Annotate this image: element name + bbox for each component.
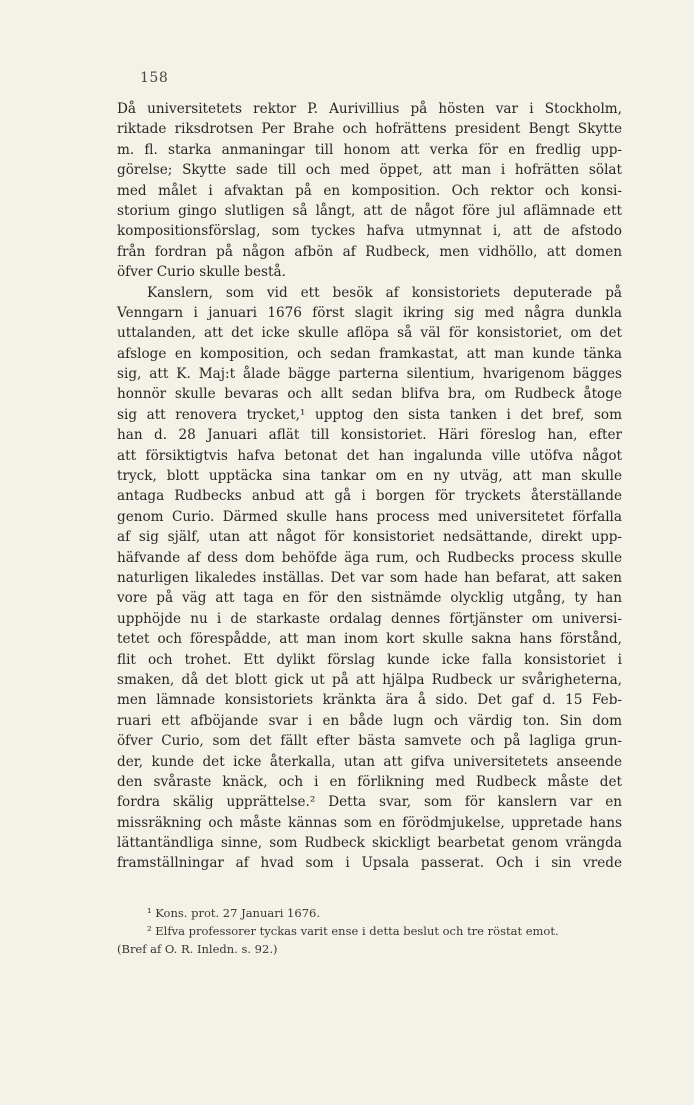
footnote-2-continuation: (Bref af O. R. Inledn. s. 92.) <box>117 942 278 956</box>
text-line: men lämnade konsistoriets kränkta ära å sido. Det gaf d. 15 Feb- <box>117 692 622 709</box>
body-text <box>117 99 622 874</box>
text-line: antaga Rudbecks anbud att gå i borgen för tryckets återställande <box>117 488 622 505</box>
text-line: öfver Curio, som det fällt efter bästa samvete och på lagliga grun- <box>117 733 622 750</box>
text-line: m. fl. starka anmaningar till honom att verka för en fredlig upp- <box>117 141 622 158</box>
text-line: kompositionsförslag, som tyckes hafva utmynnat i, att de afstodo <box>117 223 622 240</box>
text-line: Då universitetets rektor P. Aurivillius på hösten var i Stockholm, <box>117 101 622 117</box>
text-line: lättantändliga sinne, som Rudbeck skickligt bearbetat genom vrängda <box>117 835 622 852</box>
text-line: upphöjde nu i de starkaste ordalag dennes förtjänster om universi- <box>117 610 622 627</box>
text-line: smaken, då det blott gick ut på att hjälpa Rudbeck ur svårigheterna, <box>117 671 622 688</box>
text-line: missräkning och måste kännas som en förödmjukelse, uppretade hans <box>117 814 622 831</box>
page-number: 158 <box>140 70 169 86</box>
text-line: den svåraste knäck, och i en förlikning med Rudbeck måste det <box>117 773 622 790</box>
text-line: med målet i afvaktan på en komposition. Och rektor och konsi- <box>117 182 622 199</box>
text-line: fordra skälig upprättelse.² Detta svar, som för kanslern var en <box>117 794 622 811</box>
text-line: naturligen likaledes inställas. Det var som hade han befarat, att saken <box>117 569 622 586</box>
text-line: tetet och förespådde, att man inom kort skulle sakna hans förstånd, <box>117 631 622 648</box>
footnote-2: ² Elfva professorer tyckas varit ense i detta beslut och tre röstat emot. <box>147 924 559 938</box>
text-line: ruari ett afböjande svar i en både lugn och värdig ton. Sin dom <box>117 712 622 729</box>
text-line: sig att renovera trycket,¹ upptog den sista tanken i det bref, som <box>117 406 622 423</box>
text-line: af sig själf, utan att något för konsistoriet nedsättande, direkt upp- <box>117 529 622 546</box>
text-line: görelse; Skytte sade till och med öppet, att man i hofrätten sölat <box>117 162 622 179</box>
text-line: tryck, blott upptäcka sina tankar om en ny utväg, att man skulle <box>117 468 622 485</box>
text-line: storium gingo slutligen så långt, att de något före jul aflämnade ett <box>117 202 622 219</box>
text-line: Venngarn i januari 1676 först slagit ikring sig med några dunkla <box>117 304 622 321</box>
text-line: framställningar af hvad som i Upsala passerat. Och i sin vrede <box>117 855 622 872</box>
footnotes <box>117 904 622 958</box>
text-line: från fordran på någon afbön af Rudbeck, men vidhöllo, att domen <box>117 243 622 260</box>
text-line: afsloge en komposition, och sedan framkastat, att man kunde tänka <box>117 345 622 362</box>
text-line: att försiktigtvis hafva betonat det han ingalunda ville utöfva något <box>117 447 622 464</box>
text-line: riktade riksdrotsen Per Brahe och hofrättens president Bengt Skytte <box>117 121 622 138</box>
text-line: öfver Curio skulle bestå. <box>117 264 286 281</box>
text-line: honnör skulle bevaras och allt sedan blifva bra, om Rudbeck åtoge <box>117 386 622 403</box>
text-line: häfvande af dess dom behöfde äga rum, och Rudbecks process skulle <box>117 549 622 566</box>
text-line: uttalanden, att det icke skulle aflöpa så väl för konsistoriet, om det <box>117 325 622 342</box>
footnote-1: ¹ Kons. prot. 27 Januari 1676. <box>147 906 320 920</box>
text-line: vore på väg att taga en för den sistnämde olycklig utgång, ty han <box>117 590 622 607</box>
text-line: genom Curio. Därmed skulle hans process med universitetet förfalla <box>117 508 622 525</box>
text-line: Kanslern, som vid ett besök af konsistoriets deputerade på <box>147 284 622 301</box>
text-line: sig, att K. Maj:t ålade bägge parterna silentium, hvarigenom bägges <box>117 366 622 383</box>
text-line: han d. 28 Januari aflät till konsistoriet. Häri föreslog han, efter <box>117 427 622 444</box>
text-line: der, kunde det icke återkalla, utan att gifva universitetets anseende <box>117 753 622 770</box>
text-line: flit och trohet. Ett dylikt förslag kunde icke falla konsistoriet i <box>117 651 622 668</box>
